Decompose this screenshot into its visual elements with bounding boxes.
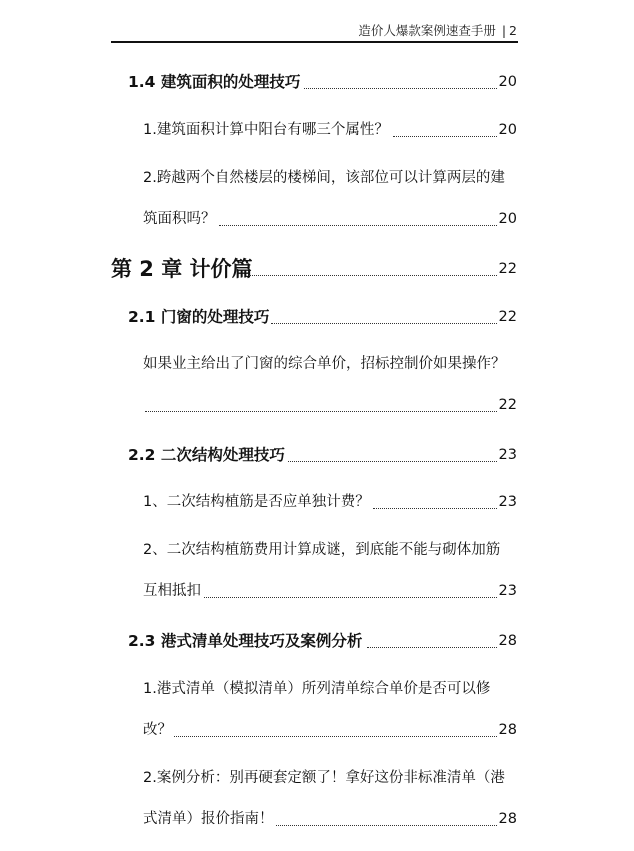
- toc-leader-dots: [288, 461, 497, 462]
- toc-entry-page: 22: [498, 309, 517, 325]
- toc-entry-label: 2.3 港式清单处理技巧及案例分析: [128, 632, 363, 650]
- toc-entry-1-4-2[interactable]: [0, 204, 634, 234]
- toc-entry-2-1-1-line1[interactable]: 如果业主给出了门窗的综合单价，招标控制价如果操作？: [143, 356, 506, 372]
- toc-chapter-2[interactable]: [0, 254, 634, 284]
- running-header: [358, 21, 517, 39]
- toc-entry-label: 1.4 建筑面积的处理技巧: [128, 73, 301, 91]
- toc-leader-dots: [219, 225, 497, 226]
- toc-entry-2-3-2[interactable]: [0, 804, 634, 834]
- toc-entry-1-4[interactable]: [0, 67, 634, 97]
- toc-entry-2-3[interactable]: [0, 626, 634, 656]
- toc-entry-page: 23: [498, 494, 517, 510]
- toc-leader-dots: [373, 508, 497, 509]
- toc-entry-2-3-2-line1[interactable]: 2.案例分析：别再硬套定额了！拿好这份非标准清单（港: [143, 770, 505, 786]
- toc-entry-2-2-2-line1[interactable]: 2、二次结构植筋费用计算成谜，到底能不能与砌体加筋: [143, 542, 501, 558]
- page-number: 2: [509, 23, 517, 38]
- toc-entry-2-1-1[interactable]: [0, 390, 634, 420]
- toc-entry-page: 28: [498, 722, 517, 738]
- toc-entry-2-3-1[interactable]: [0, 715, 634, 745]
- toc-leader-dots: [393, 136, 497, 137]
- toc-entry-label: 第 2 章 计价篇: [111, 257, 253, 281]
- toc-entry-label: 2.2 二次结构处理技巧: [128, 446, 285, 464]
- toc-entry-page: 22: [498, 261, 517, 277]
- toc-entry-page: 23: [498, 583, 517, 599]
- toc-entry-1-4-2-line1[interactable]: 2.跨越两个自然楼层的楼梯间，该部位可以计算两层的建: [143, 170, 505, 186]
- toc-entry-1-4-1[interactable]: [0, 115, 634, 145]
- toc-leader-dots: [145, 411, 497, 412]
- toc-entry-2-1[interactable]: [0, 302, 634, 332]
- header-rule: [111, 41, 518, 43]
- toc-entry-page: 28: [498, 633, 517, 649]
- toc-entry-page: 20: [498, 211, 517, 227]
- toc-leader-dots: [204, 597, 497, 598]
- toc-entry-page: 28: [498, 811, 517, 827]
- document-title: 造价人爆款案例速查手册: [358, 23, 496, 38]
- toc-leader-dots: [276, 825, 497, 826]
- toc-entry-2-2-1[interactable]: [0, 487, 634, 517]
- toc-leader-dots: [249, 275, 497, 276]
- toc-entry-label: 互相抵扣: [143, 583, 201, 599]
- toc-entry-2-2[interactable]: [0, 440, 634, 470]
- toc-leader-dots: [271, 323, 497, 324]
- toc-leader-dots: [367, 647, 497, 648]
- toc-leader-dots: [174, 736, 497, 737]
- toc-entry-page: 20: [498, 122, 517, 138]
- toc-entry-label: 1、二次结构植筋是否应单独计费？: [143, 494, 370, 510]
- toc-entry-page: 23: [498, 447, 517, 463]
- toc-entry-page: 20: [498, 74, 517, 90]
- toc-entry-label: 1.建筑面积计算中阳台有哪三个属性？: [143, 122, 389, 138]
- toc-entry-page: 22: [498, 397, 517, 413]
- toc-entry-label: 式清单）报价指南！: [143, 811, 274, 827]
- toc-entry-label: 2.1 门窗的处理技巧: [128, 308, 270, 326]
- toc-entry-label: 改？: [143, 722, 172, 738]
- toc-leader-dots: [304, 88, 497, 89]
- toc-entry-2-2-2[interactable]: [0, 576, 634, 606]
- toc-entry-2-3-1-line1[interactable]: 1.港式清单（模拟清单）所列清单综合单价是否可以修: [143, 681, 491, 697]
- toc-entry-label: 筑面积吗？: [143, 211, 216, 227]
- header-separator: |: [501, 23, 507, 38]
